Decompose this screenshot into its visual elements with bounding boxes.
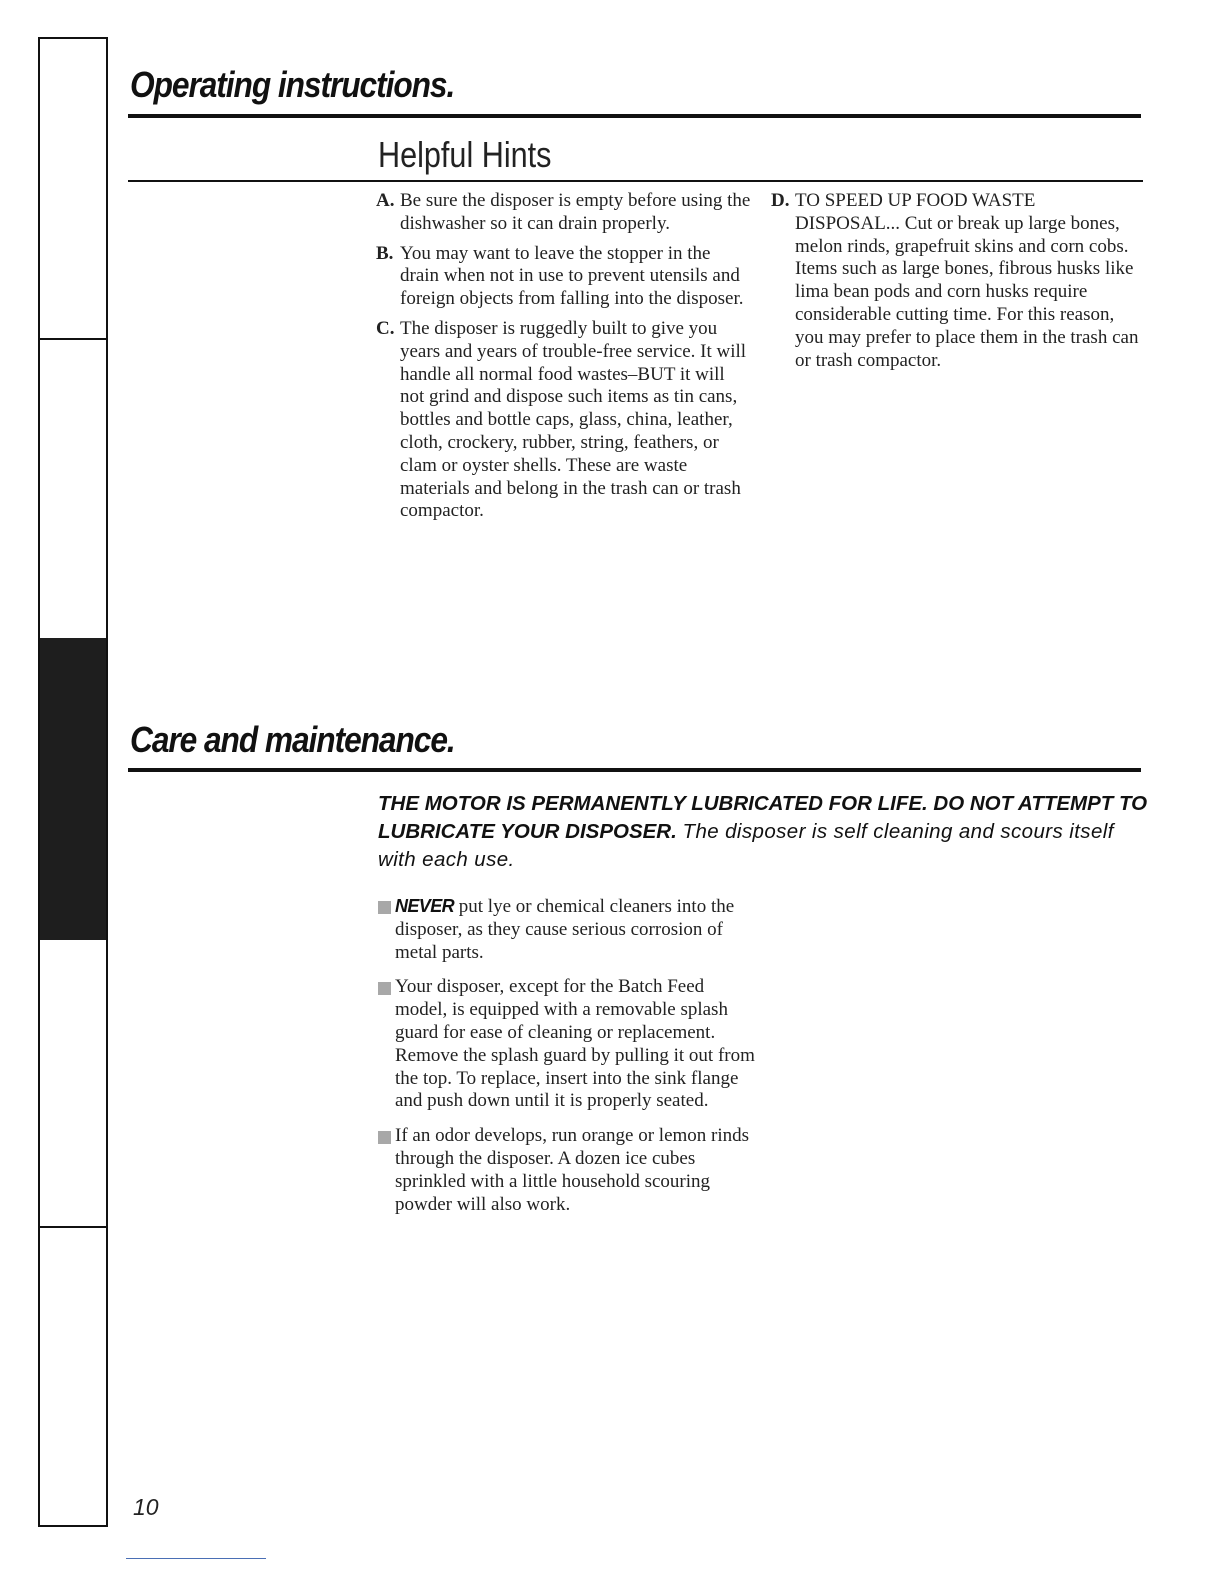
- page-number: 10: [133, 1494, 159, 1520]
- hint-item: [771, 190, 1143, 372]
- list-item: [378, 976, 758, 1113]
- bullet-square-icon: [378, 982, 391, 995]
- bullet-square-icon: [378, 901, 391, 914]
- care-maintenance-title: Care and maintenance.: [130, 719, 455, 760]
- bullet-text: If an odor develops, run orange or lemon rinds through the disposer. A dozen ice cubes sprinkled with a little household scouring powder will also work.: [395, 1125, 750, 1215]
- hint-text: TO SPEED UP FOOD WASTE DISPOSAL... Cut or break up large bones, melon rinds, grapefruit skins and corn cobs. Items such as large bones, fibrous husks like lima bean pods and corn husks require considerable cutting time. For this reason, you may prefer to place them in the trash can or trash compactor.: [795, 190, 1139, 371]
- title-rule: [128, 768, 1141, 772]
- tab-divider: [40, 1226, 106, 1228]
- subtitle-rule: [128, 180, 1143, 182]
- hint-item: [376, 190, 752, 236]
- bullet-text: put lye or chemical cleaners into the disposer, as they cause serious corrosion of metal parts.: [395, 896, 735, 963]
- notice-bold-text: THE MOTOR IS PERMANENTLY LUBRICATED FOR LIFE. DO NOT ATTEMPT TO LUBRICATE YOUR DISPOSER.: [378, 792, 1148, 843]
- operating-instructions-title: Operating instructions.: [130, 64, 455, 105]
- title-rule: [128, 114, 1141, 118]
- hint-text: The disposer is ruggedly built to give you years and years of trouble-free service. It will handle all normal food wastes–BUT it will not grind and dispose such items as tin cans, bottles and bottle caps, glass, china, leather, cloth, crockery, rubber, string, feathers, or clam or oyster shells. These are waste materials and belong in the trash can or trash compactor.: [400, 317, 747, 522]
- bullet-square-icon: [378, 1131, 391, 1144]
- hint-text: Be sure the disposer is empty before using the dishwasher so it can drain properly.: [400, 190, 751, 234]
- hint-letter: D.: [771, 190, 790, 211]
- bullet-text: Your disposer, except for the Batch Feed model, is equipped with a removable splash guard for ease of cleaning or replacement. Remove the splash guard by pulling it out from the top. To replace, insert into the sink flange and push down until it is properly seated.: [395, 976, 755, 1112]
- motor-lubrication-notice: [378, 790, 1148, 874]
- list-item: [378, 1125, 758, 1216]
- hint-text: You may want to leave the stopper in the drain when not in use to prevent utensils and foreign objects from falling into the disposer.: [400, 242, 744, 310]
- list-item: [378, 895, 758, 964]
- bullet-lead-text: NEVER: [395, 896, 455, 916]
- hint-letter: B.: [376, 242, 394, 264]
- section-tabs: [38, 37, 108, 1527]
- notice-text: The disposer is self cleaning and scours itself with each use.: [378, 820, 1114, 871]
- care-bullet-list: [378, 895, 758, 1228]
- active-section-tab: [40, 638, 106, 940]
- footer-rule: [126, 1558, 266, 1559]
- helpful-hints-subtitle: Helpful Hints: [378, 134, 552, 175]
- hint-item: [376, 318, 752, 523]
- tab-divider: [40, 338, 106, 340]
- hint-item: [376, 243, 752, 311]
- hints-right-column: [771, 190, 1143, 379]
- hints-left-column: [376, 190, 752, 530]
- hint-letter: A.: [376, 190, 395, 211]
- hint-letter: C.: [376, 317, 395, 339]
